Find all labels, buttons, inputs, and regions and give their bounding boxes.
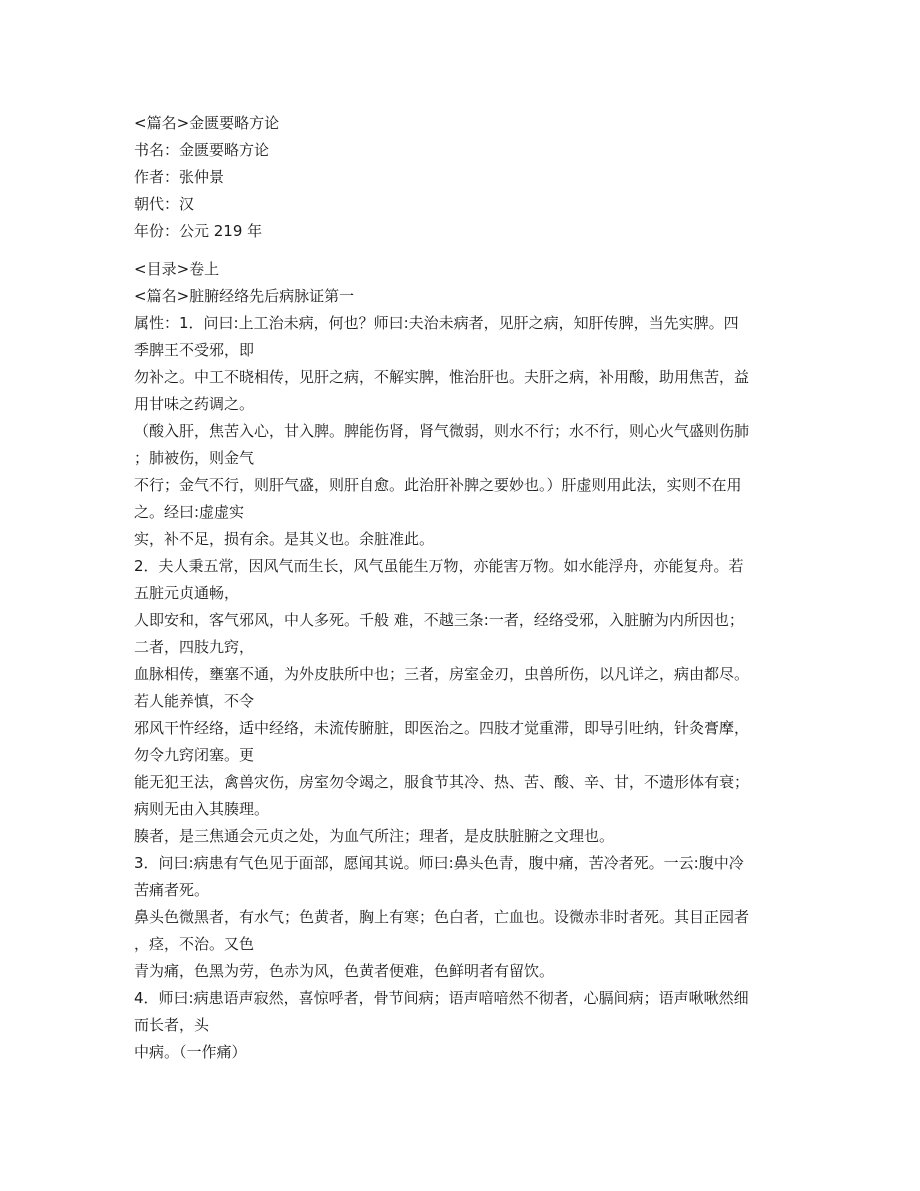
text-line: 中病。（一作痛） xyxy=(134,1043,247,1061)
chapter-title: <篇名>金匮要略方论 xyxy=(134,114,280,132)
text-line: 能无犯王法，禽兽灾伤，房室勿令竭之，服食节其冷、热、苦、酸、辛、甘，不遗形体有衰； xyxy=(134,773,750,791)
section-gap xyxy=(134,245,794,256)
text-line: 五脏元贞通畅， xyxy=(134,584,240,602)
text-line: 邪风干忤经络，适中经络，未流传腑脏，即医治之。四肢才觉重滞，即导引吐纳，针灸膏摩， xyxy=(134,719,750,737)
document-page xyxy=(134,110,794,1066)
author-line: 作者：张仲景 xyxy=(134,168,225,186)
text-line: 实，补不足，损有余。是其义也。余脏准此。 xyxy=(134,530,435,548)
text-line: 病则无由入其腠理。 xyxy=(134,800,270,818)
text-line: ，痉，不治。又色 xyxy=(134,935,255,953)
text-line: 4．师曰:病患语声寂然，喜惊呼者，骨节间病；语声喑喑然不彻者，心膈间病；语声啾啾然细 xyxy=(134,989,749,1007)
text-line: 季脾王不受邪，即 xyxy=(134,341,255,359)
text-line: 而长者，头 xyxy=(134,1016,210,1034)
text-line: 属性：1．问曰:上工治未病，何也？师曰:夫治未病者，见肝之病，知肝传脾，当先实脾。四 xyxy=(134,314,739,332)
text-line: 2．夫人秉五常，因风气而生长，风气虽能生万物，亦能害万物。如水能浮舟，亦能复舟。若 xyxy=(134,557,744,575)
text-line: 之。经曰:虚虚实 xyxy=(134,503,245,521)
text-line: 用甘味之药调之。 xyxy=(134,395,255,413)
dynasty-line: 朝代：汉 xyxy=(134,195,195,213)
text-line: （酸入肝，焦苦入心，甘入脾。脾能伤肾，肾气微弱，则水不行；水不行，则心火气盛则伤肺 xyxy=(134,422,750,440)
text-line: 鼻头色微黑者，有水气；色黄者，胸上有寒；色白者，亡血也。设微赤非时者死。其目正园者 xyxy=(134,908,750,926)
text-line: 若人能养慎，不令 xyxy=(134,692,255,710)
text-line: 勿补之。中工不晓相传，见肝之病，不解实脾，惟治肝也。夫肝之病，补用酸，助用焦苦，益 xyxy=(134,368,750,386)
text-line: 血脉相传，壅塞不通，为外皮肤所中也；三者，房室金刃，虫兽所伤，以凡详之，病由都尽。 xyxy=(134,665,750,683)
toc-line: <目录>卷上 xyxy=(134,260,220,278)
text-line: 不行；金气不行，则肝气盛，则肝自愈。此治肝补脾之要妙也。）肝虚则用此法，实则不在用 xyxy=(134,476,742,494)
text-line: 青为痛，色黑为劳，色赤为风，色黄者便难，色鲜明者有留饮。 xyxy=(134,962,555,980)
text-line: 勿令九窍闭塞。更 xyxy=(134,746,255,764)
text-line: ；肺被伤，则金气 xyxy=(134,449,255,467)
text-line: 苦痛者死。 xyxy=(134,881,210,899)
text-line: 腠者，是三焦通会元贞之处，为血气所注；理者，是皮肤脏腑之文理也。 xyxy=(134,827,615,845)
year-line: 年份：公元 219 年 xyxy=(134,222,263,240)
text-line: 人即安和，客气邪风，中人多死。千般 难，不越三条:一者，经络受邪，入脏腑为内所因也； xyxy=(134,611,744,629)
section-title: <篇名>脏腑经络先后病脉证第一 xyxy=(134,287,355,305)
text-line: 二者，四肢九窍， xyxy=(134,638,255,656)
text-line: 3．问曰:病患有气色见于面部，愿闻其说。师曰:鼻头色青，腹中痛，苦冷者死。一云:腹中冷 xyxy=(134,854,744,872)
book-name: 书名：金匮要略方论 xyxy=(134,141,270,159)
text-body xyxy=(134,256,794,1066)
